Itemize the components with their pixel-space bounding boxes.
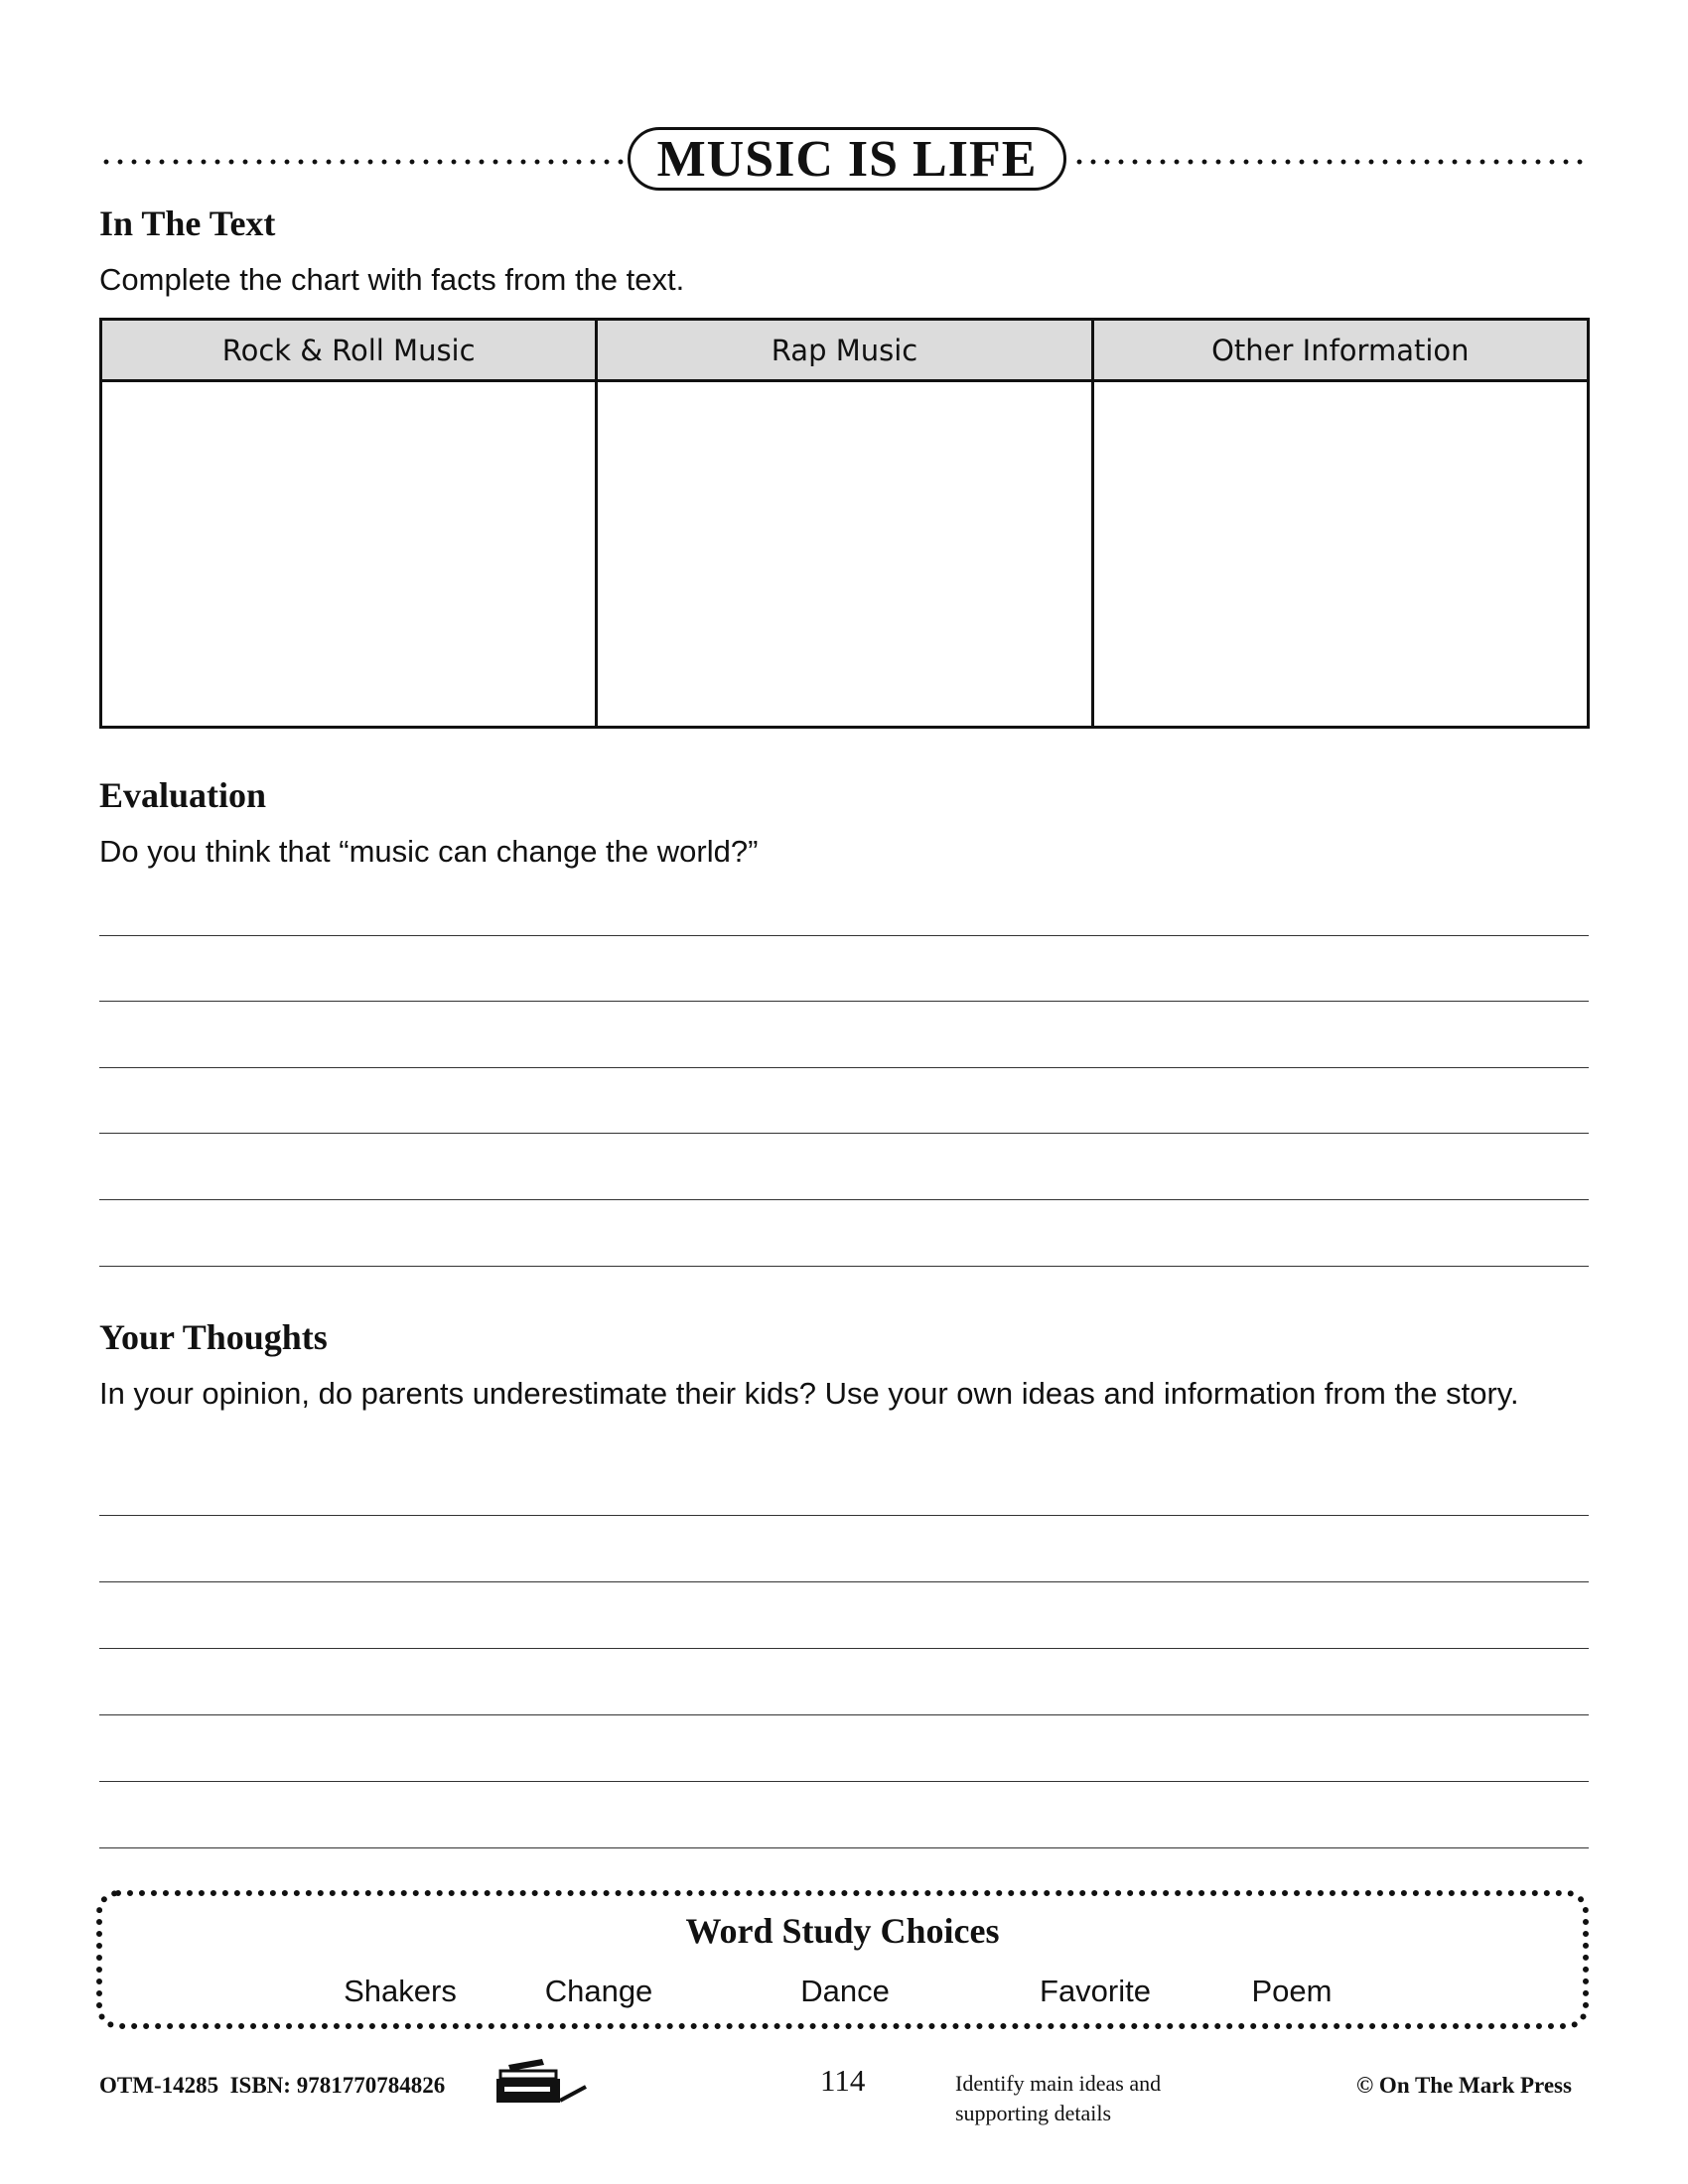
answer-line[interactable] <box>99 1714 1589 1715</box>
answer-line[interactable] <box>99 1581 1589 1582</box>
dotted-rule-right <box>1072 157 1589 167</box>
your-thoughts-question: In your opinion, do parents underestimate their kids? Use your own ideas and information from the story. <box>99 1376 1519 1411</box>
in-the-text-instruction: Complete the chart with facts from the text. <box>99 262 685 297</box>
answer-line[interactable] <box>99 1847 1589 1848</box>
title-banner <box>99 127 1589 195</box>
word-choice: Shakers <box>344 1974 457 2008</box>
copyright-notice: © On The Mark Press <box>1356 2073 1572 2098</box>
chart-column-rap <box>598 321 1093 726</box>
evaluation-question: Do you think that “music can change the world?” <box>99 834 759 869</box>
your-thoughts-heading: Your Thoughts <box>99 1317 328 1357</box>
chart-header-other: Other Information <box>1094 321 1587 382</box>
answer-line[interactable] <box>99 935 1589 936</box>
word-study-heading: Word Study Choices <box>685 1911 1000 1951</box>
word-choice: Dance <box>800 1974 890 2008</box>
evaluation-heading: Evaluation <box>99 775 267 815</box>
word-choice: Favorite <box>1040 1974 1151 2008</box>
answer-line[interactable] <box>99 1199 1589 1200</box>
in-the-text-heading: In The Text <box>99 204 276 243</box>
answer-line[interactable] <box>99 1266 1589 1267</box>
answer-line[interactable] <box>99 1648 1589 1649</box>
learning-standard-line: supporting details <box>955 2101 1112 2125</box>
learning-standard <box>955 2069 1161 2128</box>
product-code: OTM-14285 ISBN: 9781770784826 <box>99 2073 446 2098</box>
chart-cell-rock[interactable] <box>102 382 595 726</box>
facts-chart <box>99 318 1590 729</box>
chart-column-other <box>1094 321 1587 726</box>
word-choice: Change <box>544 1974 653 2008</box>
dotted-rule-left <box>99 157 624 167</box>
chart-header-rock: Rock & Roll Music <box>102 321 595 382</box>
answer-line[interactable] <box>99 1001 1589 1002</box>
chart-cell-other[interactable] <box>1094 382 1587 726</box>
page-title: MUSIC IS LIFE <box>628 127 1066 191</box>
word-choice: Poem <box>1251 1974 1333 2008</box>
learning-standard-line: Identify main ideas and <box>955 2071 1162 2096</box>
answer-line[interactable] <box>99 1515 1589 1516</box>
answer-line[interactable] <box>99 1133 1589 1134</box>
page-number: 114 <box>820 2063 866 2098</box>
photocopier-icon <box>491 2057 590 2107</box>
answer-line[interactable] <box>99 1781 1589 1782</box>
word-study-box <box>96 1890 1589 2029</box>
chart-cell-rap[interactable] <box>598 382 1090 726</box>
chart-header-rap: Rap Music <box>598 321 1090 382</box>
answer-line[interactable] <box>99 1067 1589 1068</box>
chart-column-rock <box>102 321 598 726</box>
